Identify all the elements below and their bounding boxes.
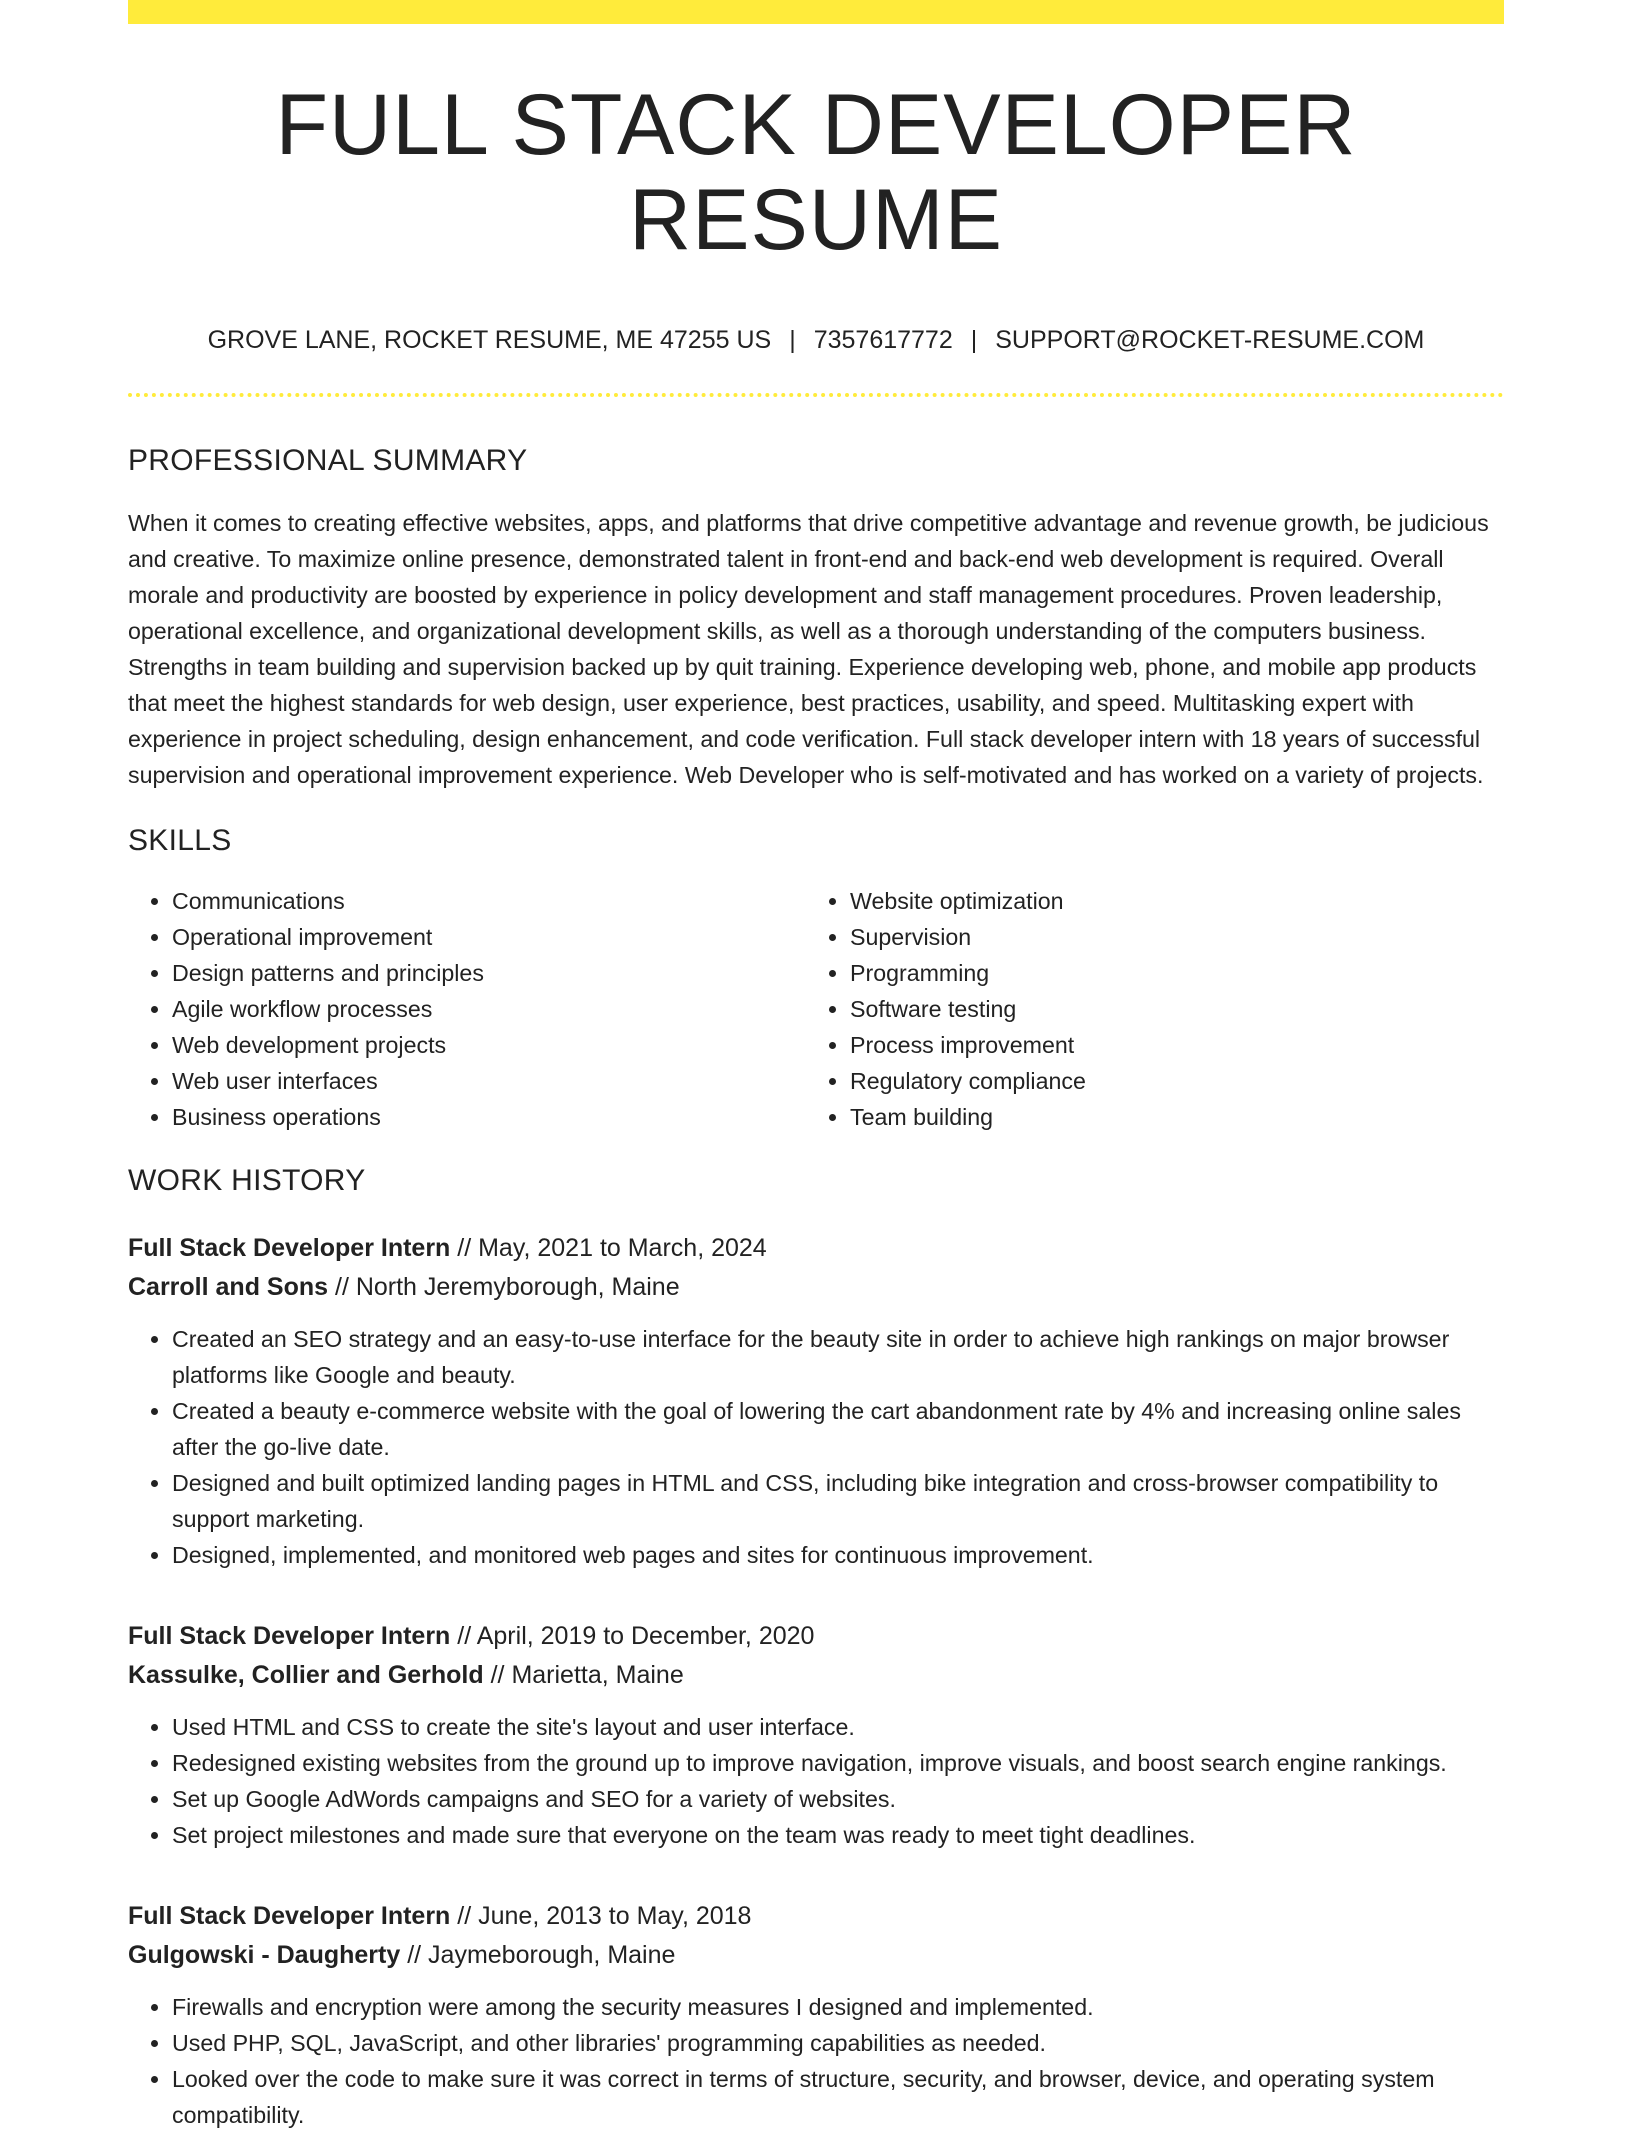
job-bullet: • Redesigned existing websites from the ground up to improve navigation, improve visuals, and boost search engine rankings. bbox=[172, 1745, 1504, 1781]
contact-separator: | bbox=[789, 326, 796, 355]
job-bullet: • Used HTML and CSS to create the site's layout and user interface. bbox=[172, 1709, 1504, 1745]
skill-item: • Communications bbox=[172, 883, 806, 919]
job-dates: // May, 2021 to March, 2024 bbox=[450, 1234, 767, 1263]
job-title-line bbox=[128, 1617, 1504, 1656]
skill-item: • Team building bbox=[850, 1099, 1484, 1135]
job-bullets bbox=[128, 1709, 1504, 1853]
skill-item: • Operational improvement bbox=[172, 919, 806, 955]
work-history-heading: WORK HISTORY bbox=[128, 1164, 366, 1198]
job-company-line bbox=[128, 1656, 1504, 1695]
job-title-line bbox=[128, 1229, 1504, 1268]
skill-item: • Supervision bbox=[850, 919, 1484, 955]
skill-item: • Design patterns and principles bbox=[172, 955, 806, 991]
skill-item: • Programming bbox=[850, 955, 1484, 991]
skill-item: • Web user interfaces bbox=[172, 1063, 806, 1099]
skills-heading: SKILLS bbox=[128, 824, 232, 858]
contact-line bbox=[128, 325, 1504, 355]
contact-separator: | bbox=[970, 326, 978, 355]
job-bullet: • Set up Google AdWords campaigns and SEO for a variety of websites. bbox=[172, 1781, 1504, 1817]
job-bullet: • Designed and built optimized landing pages in HTML and CSS, including bike integration and cross-browser compatibility to support marketing. bbox=[172, 1465, 1504, 1537]
job-location: // Jaymeborough, Maine bbox=[400, 1941, 676, 1970]
job-bullet: • Designed, implemented, and monitored web pages and sites for continuous improvement. bbox=[172, 1537, 1504, 1573]
job-bullet: • Used PHP, SQL, JavaScript, and other libraries' programming capabilities as needed. bbox=[172, 2025, 1504, 2061]
job-bullet: • Created an SEO strategy and an easy-to-use interface for the beauty site in order to achieve high rankings on major browser platforms like Google and beauty. bbox=[172, 1321, 1504, 1393]
job-company: Kassulke, Collier and Gerhold bbox=[128, 1661, 484, 1690]
job-bullets bbox=[128, 1321, 1504, 1573]
skill-item: • Web development projects bbox=[172, 1027, 806, 1063]
contact-email: SUPPORT@ROCKET-RESUME.COM bbox=[995, 326, 1425, 355]
job-title: Full Stack Developer Intern bbox=[128, 1234, 451, 1263]
summary-text: When it comes to creating effective websites, apps, and platforms that drive competitive advantage and revenue growth, be judicious and creative. To maximize online presence, demonstrated talent in front-end and back-end web development is required. Overall morale and productivity are boosted by experience in policy development and staff management procedures. Proven leadership, operational excellence, and organizational development skills, as well as a thorough understanding of the computers business. Strengths in team building and supervision backed up by quit training. Experience developing web, phone, and mobile app products that meet the highest standards for web design, user experience, best practices, usability, and speed. Multitasking expert with experience in project scheduling, design enhancement, and code verification. Full stack developer intern with 18 years of successful supervision and operational improvement experience. Web Developer who is self-motivated and has worked on a variety of projects. bbox=[128, 510, 1489, 789]
skill-item: • Business operations bbox=[172, 1099, 806, 1135]
job-dates: // April, 2019 to December, 2020 bbox=[450, 1622, 815, 1651]
contact-phone: 7357617772 bbox=[813, 326, 953, 355]
job-entry bbox=[128, 1229, 1504, 1573]
job-title-line bbox=[128, 1897, 1504, 1936]
job-company-line bbox=[128, 1268, 1504, 1307]
page-title: FULL STACK DEVELOPER RESUME bbox=[275, 77, 1357, 268]
skill-item: • Software testing bbox=[850, 991, 1484, 1027]
job-location: // North Jeremyborough, Maine bbox=[328, 1273, 680, 1302]
skills-list bbox=[128, 883, 1504, 1135]
skill-item: • Process improvement bbox=[850, 1027, 1484, 1063]
dotted-divider bbox=[128, 393, 1504, 397]
skill-item: • Website optimization bbox=[850, 883, 1484, 919]
job-company: Gulgowski - Daugherty bbox=[128, 1941, 401, 1970]
job-bullet: • Firewalls and encryption were among the security measures I designed and implemented. bbox=[172, 1989, 1504, 2025]
job-bullet: • Created a beauty e-commerce website with the goal of lowering the cart abandonment rate by 4% and increasing online sales after the go-live date. bbox=[172, 1393, 1504, 1465]
job-company: Carroll and Sons bbox=[128, 1273, 329, 1302]
skills-column-right bbox=[806, 883, 1484, 1135]
skill-item: • Agile workflow processes bbox=[172, 991, 806, 1027]
contact-address: GROVE LANE, ROCKET RESUME, ME 47255 US bbox=[207, 326, 772, 355]
skill-item: • Regulatory compliance bbox=[850, 1063, 1484, 1099]
job-bullet: • Set project milestones and made sure that everyone on the team was ready to meet tight deadlines. bbox=[172, 1817, 1504, 1853]
job-dates: // June, 2013 to May, 2018 bbox=[450, 1902, 752, 1931]
job-entry bbox=[128, 1617, 1504, 1853]
resume-content bbox=[128, 0, 1504, 2133]
skills-column-left bbox=[128, 883, 806, 1135]
job-entry bbox=[128, 1897, 1504, 2133]
job-title: Full Stack Developer Intern bbox=[128, 1902, 451, 1931]
job-bullet: • Looked over the code to make sure it was correct in terms of structure, security, and browser, device, and operating system compatibility. bbox=[172, 2061, 1504, 2133]
summary-heading: PROFESSIONAL SUMMARY bbox=[128, 444, 528, 478]
job-company-line bbox=[128, 1936, 1504, 1975]
job-location: // Marietta, Maine bbox=[483, 1661, 684, 1690]
job-bullets bbox=[128, 1989, 1504, 2133]
job-title: Full Stack Developer Intern bbox=[128, 1622, 451, 1651]
